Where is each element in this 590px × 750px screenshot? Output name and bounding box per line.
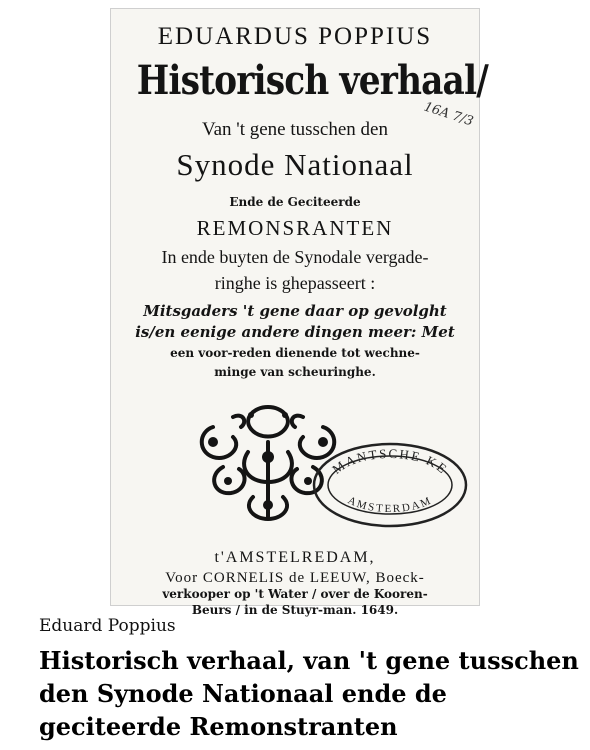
cover-imprint-line: Beurs / in de Stuyr-man. 1649. (191, 603, 399, 617)
cover-line: ringhe is ghepasseert : (214, 273, 376, 293)
cover-line: is/en eenige andere dingen meer: Met (135, 323, 455, 341)
cover-line: minge van scheuringhe. (214, 365, 376, 379)
cover-imprint-line: Voor CORNELIS de LEEUW, Boeck- (165, 570, 425, 586)
stamp-text-bottom: AMSTERDAM (345, 494, 435, 516)
stamp-text-top: MANTSCHE KE (329, 445, 452, 478)
cover-line: In ende buyten de Synodale vergade- (161, 247, 429, 267)
handwritten-shelfmark: 16A 7/3 (421, 99, 476, 130)
cover-line: Ende de Geciteerde (229, 195, 361, 209)
cover-line: REMONSRANTEN (196, 216, 394, 240)
cover-line: Mitsgaders 't gene daar op gevolght (143, 302, 447, 320)
library-stamp-icon (311, 441, 469, 529)
svg-text:AMSTERDAM (346, 494, 434, 515)
cover-line: Synode Nationaal (176, 147, 414, 182)
book-author: Eduard Poppius (39, 616, 176, 636)
cover-imprint-place: t'AMSTELREDAM, (214, 549, 376, 566)
cover-imprint-line: verkooper op 't Water / over de Kooren- (162, 587, 428, 601)
book-title: Historisch verhaal, van 't gene tusschen den Synode Nationaal ende de geciteerde Remonstranten (39, 646, 579, 741)
cover-line: Van 't gene tusschen den (202, 119, 388, 140)
cover-title: Historisch verhaal/ (136, 57, 488, 104)
cover-line: een voor-reden dienende tot wechne- (170, 346, 420, 360)
book-cover-image (110, 8, 488, 617)
cover-author: EDUARDUS POPPIUS (157, 23, 433, 50)
